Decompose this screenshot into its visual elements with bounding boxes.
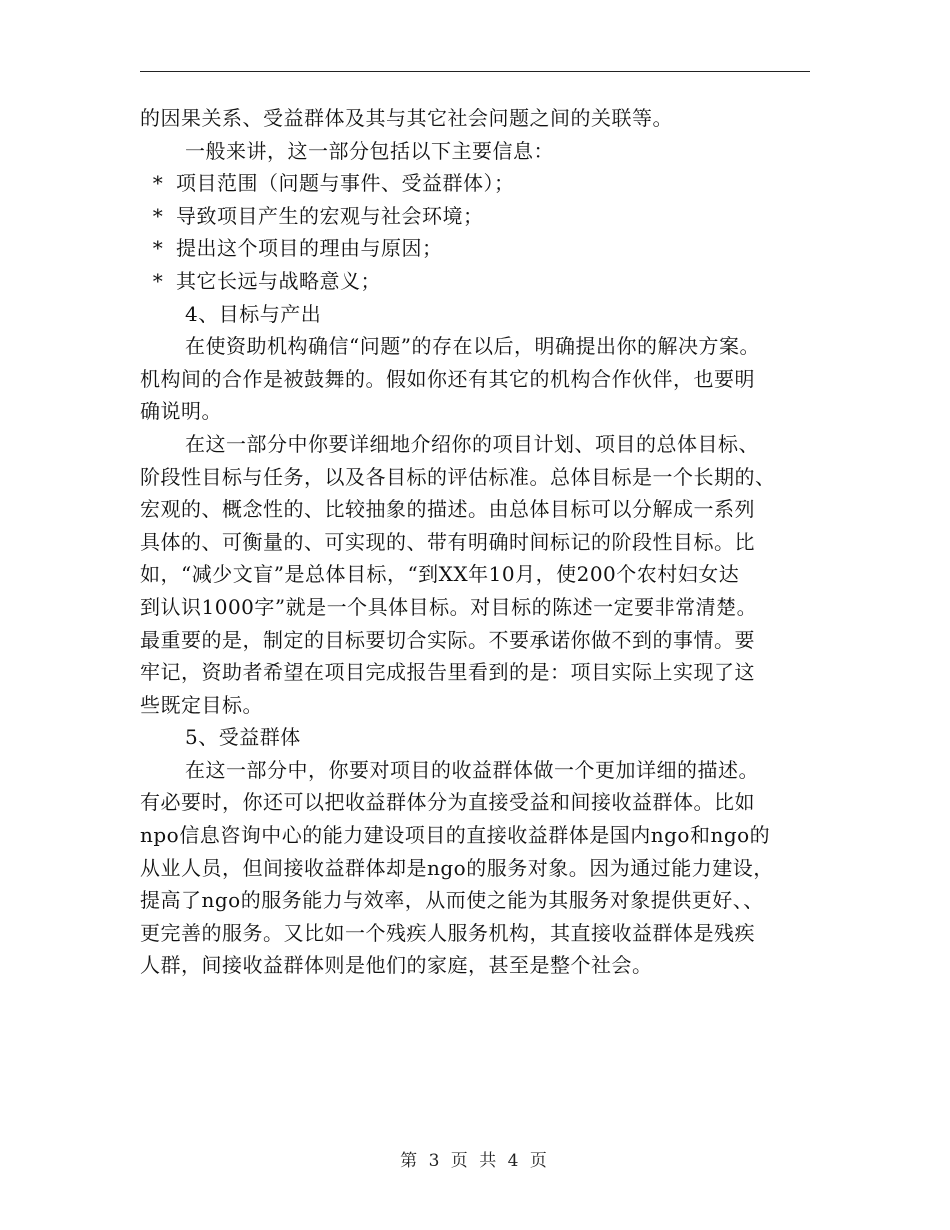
bullet-mark: *: [152, 236, 164, 261]
paragraph-line: 在使资助机构确信“问题”的存在以后，明确提出你的解决方案。: [185, 334, 760, 359]
paragraph-line: 宏观的、概念性的、比较抽象的描述。由总体目标可以分解成一系列: [140, 497, 755, 522]
bullet-mark: *: [152, 171, 164, 196]
paragraph-line: 阶段性目标与任务，以及各目标的评估标准。总体目标是一个长期的、: [140, 464, 776, 489]
paragraph-line: 最重要的是，制定的目标要切合实际。不要承诺你做不到的事情。要: [140, 627, 755, 652]
bullet-item: [140, 200, 810, 233]
paragraph-line: 提高了ngo的服务能力与效率，从而使之能为其服务对象提供更好、、: [140, 888, 764, 913]
document-body: [140, 102, 810, 982]
paragraph-line: 从业人员，但间接收益群体却是ngo的服务对象。因为通过能力建设，: [140, 855, 774, 880]
paragraph-line: 具体的、可衡量的、可实现的、带有明确时间标记的阶段性目标。比: [140, 529, 755, 554]
paragraph-line: 机构间的合作是被鼓舞的。假如你还有其它的机构合作伙伴，也要明: [140, 366, 755, 391]
bullet-text: 项目范围（问题与事件、受益群体）；: [176, 171, 515, 196]
paragraph-line: 的因果关系、受益群体及其与其它社会问题之间的关联等。: [140, 106, 673, 130]
header-rule: [140, 71, 810, 72]
bullet-item: [140, 265, 810, 298]
bullet-item: [140, 232, 810, 265]
section-heading: 5、受益群体: [185, 725, 301, 750]
paragraph-line: 有必要时，你还可以把收益群体分为直接受益和间接收益群体。比如: [140, 790, 755, 815]
bullet-item: [140, 167, 810, 200]
paragraph-line: 确说明。: [140, 399, 222, 424]
paragraph-line: 牢记，资助者希望在项目完成报告里看到的是：项目实际上实现了这: [140, 660, 755, 685]
paragraph-line: 到认识1000字”就是一个具体目标。对目标的陈述一定要非常清楚。: [140, 594, 758, 619]
bullet-mark: *: [152, 268, 164, 293]
section-heading: 4、目标与产出: [185, 301, 322, 326]
bullet-text: 导致项目产生的宏观与社会环境；: [176, 203, 484, 228]
paragraph-line: 人群，间接收益群体则是他们的家庭，甚至是整个社会。: [140, 953, 653, 978]
paragraph-line: 在这一部分中你要详细地介绍你的项目计划、项目的总体目标、: [185, 431, 759, 456]
paragraph-line: 一般来讲，这一部分包括以下主要信息：: [185, 138, 554, 163]
paragraph-line: 更完善的服务。又比如一个残疾人服务机构，其直接收益群体是残疾: [140, 920, 755, 945]
paragraph-line: npo信息咨询中心的能力建设项目的直接收益群体是国内ngo和ngo的: [140, 823, 771, 848]
bullet-text: 其它长远与战略意义；: [176, 268, 381, 293]
bullet-mark: *: [152, 203, 164, 228]
paragraph-line: 在这一部分中，你要对项目的收益群体做一个更加详细的描述。: [185, 757, 759, 782]
bullet-text: 提出这个项目的理由与原因；: [176, 236, 443, 261]
page-number-footer: 第 3 页 共 4 页: [400, 1151, 550, 1171]
paragraph-line: 些既定目标。: [140, 692, 263, 717]
paragraph-line: 如，“减少文盲”是总体目标，“到XX年10月，使200个农村妇女达: [140, 562, 740, 587]
